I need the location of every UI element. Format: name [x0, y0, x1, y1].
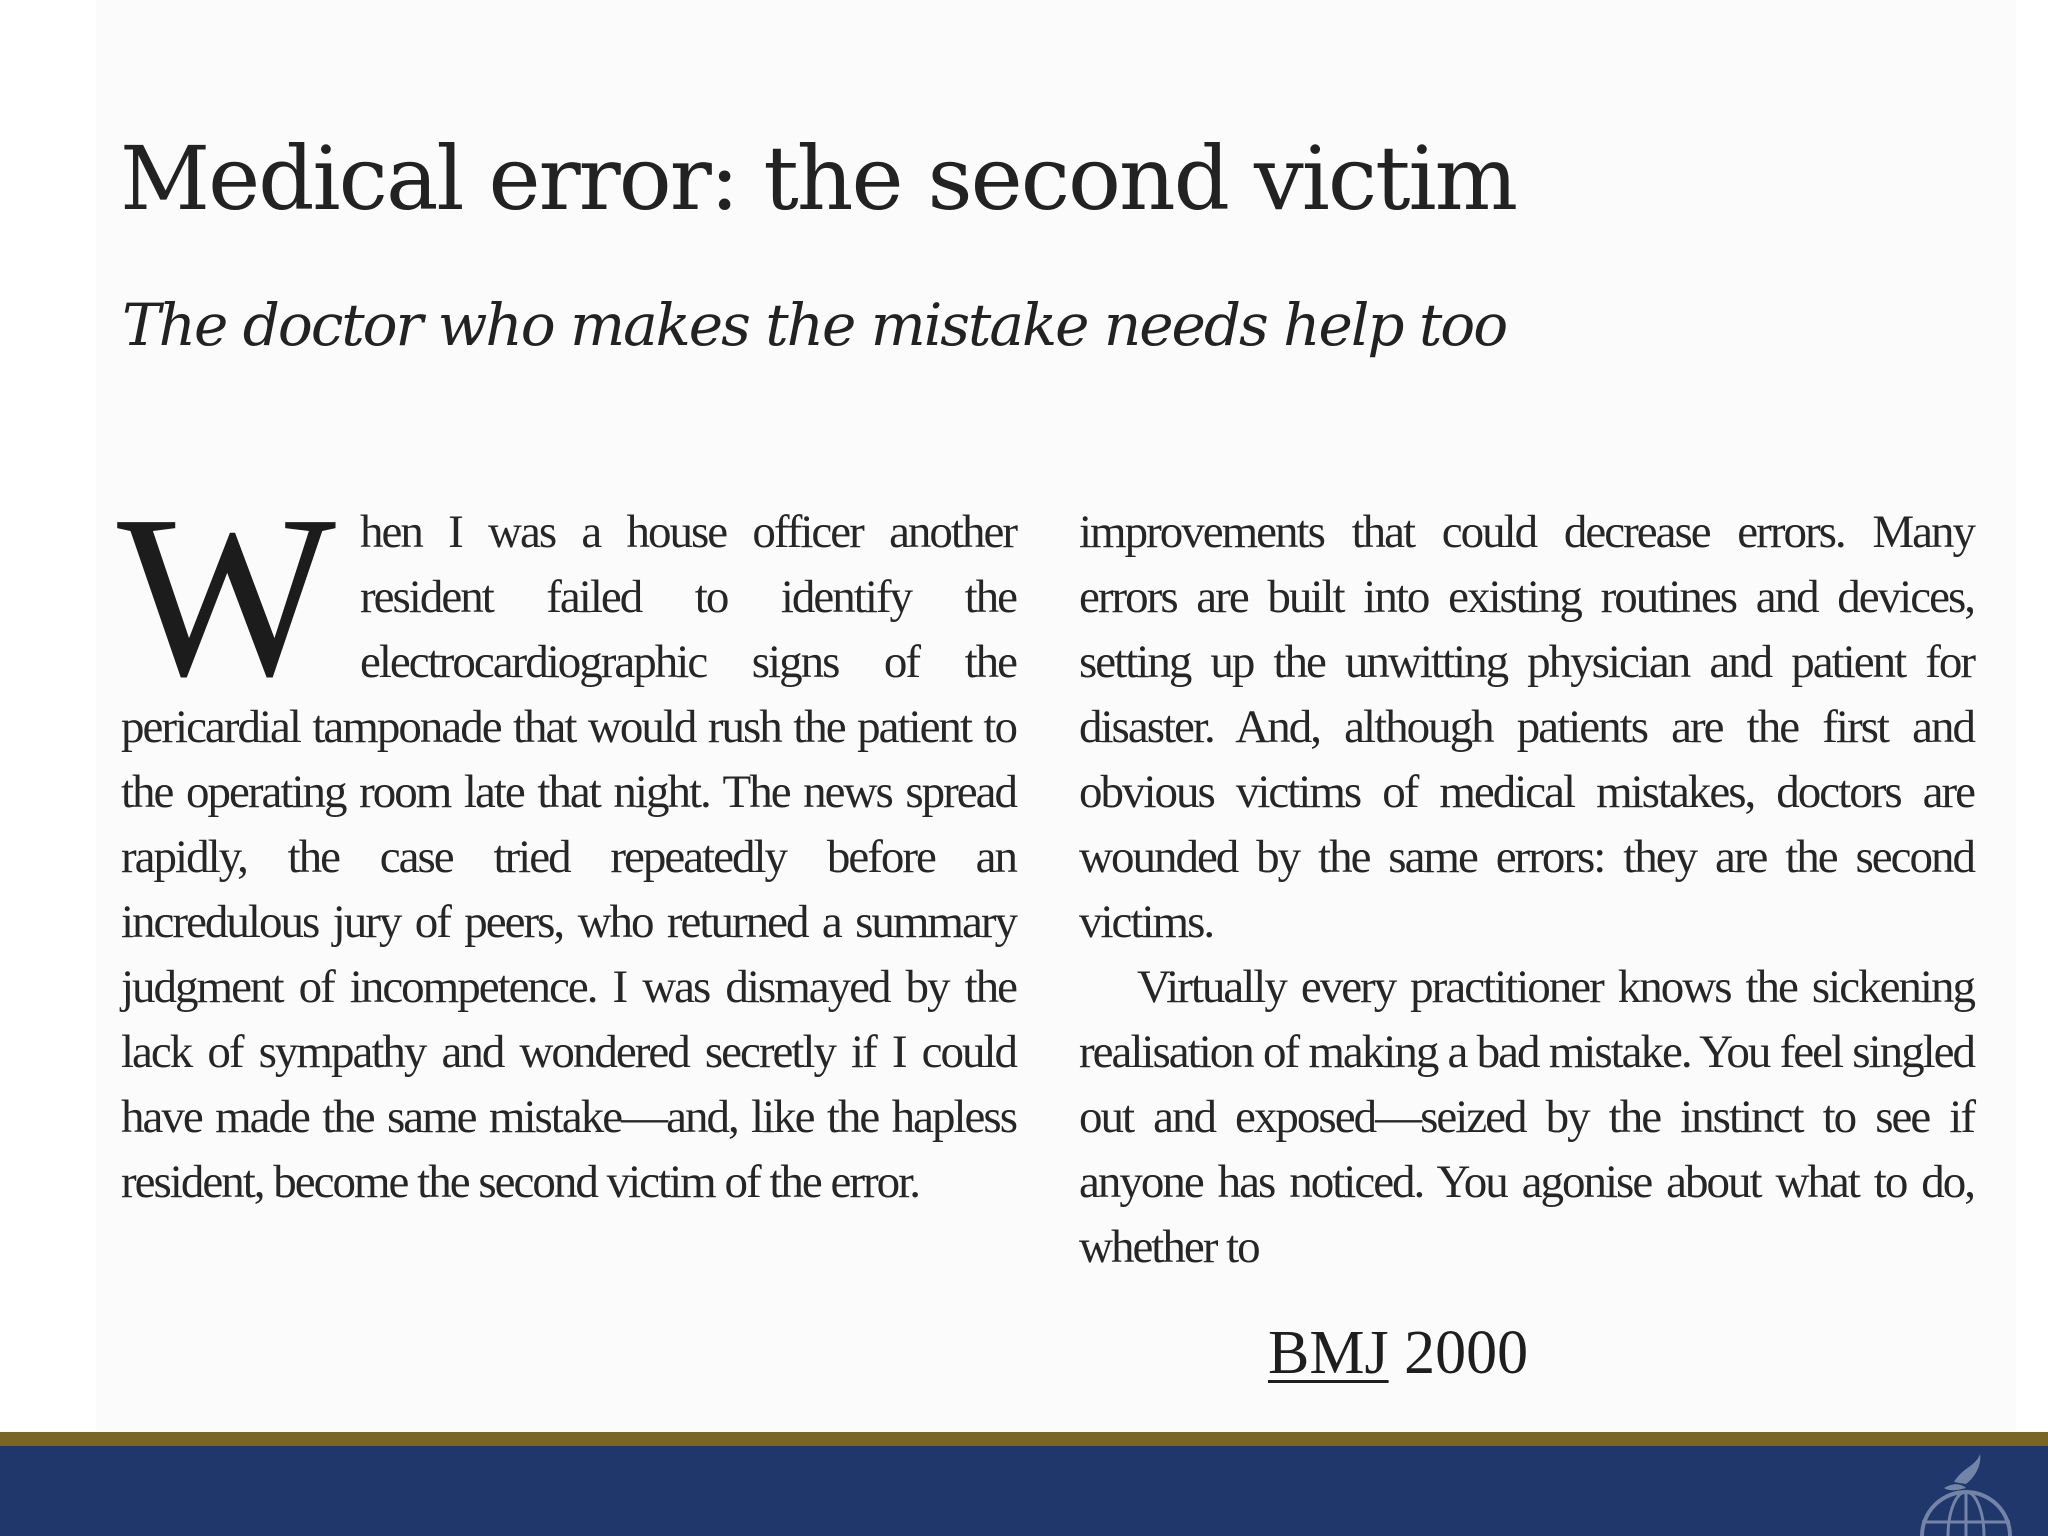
- globe-bird-logo-icon: [1910, 1448, 2020, 1536]
- article-paragraph: improvements that could decrease errors. Many errors are built into existing routines and devices, setting up the unwitting physician and patient for disaster. And, although patients are the first and obvious victims of medical mistakes, doctors are wounded by the same errors: they are the second victims.: [1079, 506, 1974, 948]
- article-paragraph: Virtually every practitioner knows the sickening realisation of making a bad mistake. You feel singled out and exposed—seized by the instinct to see if anyone has noticed. You agonise about what to do, whether to: [1079, 961, 1974, 1273]
- footer-accent-stripe: [0, 1432, 2048, 1446]
- article-subtitle: The doctor who makes the mistake needs help too: [122, 291, 1507, 359]
- journal-link[interactable]: BMJ: [1268, 1319, 1389, 1387]
- drop-cap: W: [117, 468, 336, 725]
- article-title: Medical error: the second victim: [120, 127, 1517, 230]
- article-column-left: [117, 468, 1016, 1215]
- citation: [1268, 1318, 1528, 1389]
- footer-bar: [0, 1446, 2048, 1536]
- citation-year: 2000: [1404, 1319, 1529, 1387]
- article-column-right: [1079, 500, 1974, 1280]
- article-paragraph: hen I was a house officer another resident failed to identify the electrocardiographic signs of the pericardial tamponade that would rush the patient to the operating room late that night. The news spread rapidly, the case tried repeatedly before an incredulous jury of peers, who returned a summary judgment of incompetence. I was dismayed by the lack of sympathy and wondered secretly if I could have made the same mistake—and, like the hapless resident, become the second victim of the error.: [121, 506, 1016, 1208]
